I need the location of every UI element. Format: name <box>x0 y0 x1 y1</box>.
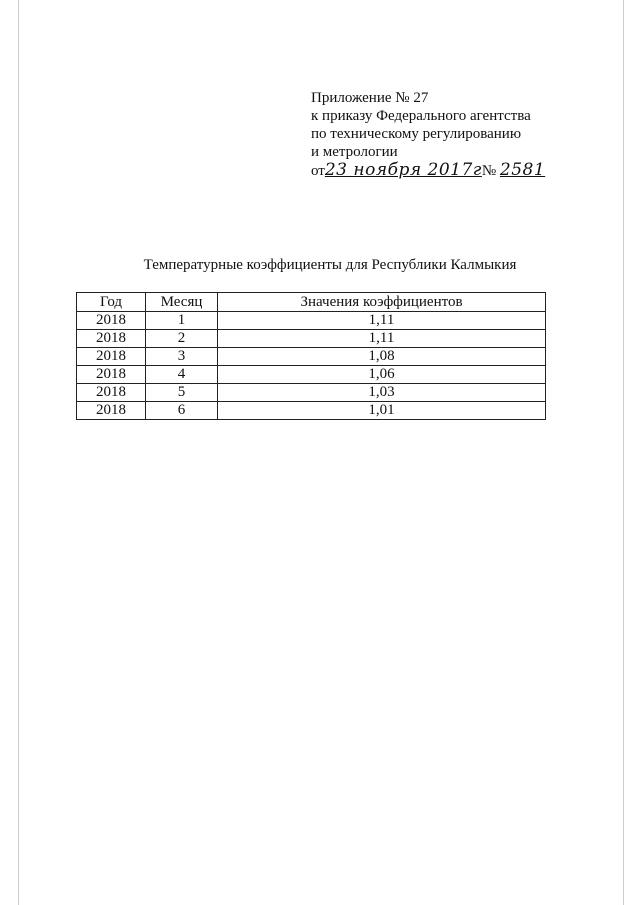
number-prefix: № <box>481 163 497 179</box>
appendix-order-line: к приказу Федерального агентства <box>311 108 531 124</box>
table-row <box>77 330 546 348</box>
header-month: Месяц <box>146 293 218 312</box>
month-cell: 4 <box>146 366 218 384</box>
header-year: Год <box>77 293 146 312</box>
year-cell: 2018 <box>77 366 146 384</box>
coefficient-cell: 1,03 <box>218 384 546 402</box>
year-cell: 2018 <box>77 330 146 348</box>
year-cell: 2018 <box>77 402 146 420</box>
year-cell: 2018 <box>77 384 146 402</box>
month-cell: 1 <box>146 312 218 330</box>
coefficients-table <box>76 292 546 420</box>
appendix-agency-line: по техническому регулированию <box>311 126 522 142</box>
handwritten-number: 2581 <box>499 160 546 180</box>
table-row <box>77 366 546 384</box>
month-cell: 6 <box>146 402 218 420</box>
handwritten-date: 23 ноября 2017г <box>324 160 482 180</box>
month-cell: 5 <box>146 384 218 402</box>
appendix-agency-line-2: и метрологии <box>311 144 398 160</box>
appendix-header <box>311 89 545 180</box>
header-coefficient: Значения коэффициентов <box>218 293 546 312</box>
table-row <box>77 348 546 366</box>
coefficient-cell: 1,11 <box>218 330 546 348</box>
table-row <box>77 312 546 330</box>
coefficient-cell: 1,06 <box>218 366 546 384</box>
table-header-row <box>77 293 546 312</box>
scan-edge-right <box>623 0 624 905</box>
year-cell: 2018 <box>77 312 146 330</box>
scan-edge-left <box>18 0 19 905</box>
order-date-line <box>311 161 545 180</box>
table-row <box>77 384 546 402</box>
coefficient-cell: 1,08 <box>218 348 546 366</box>
date-prefix: от <box>311 163 325 179</box>
table-row <box>77 402 546 420</box>
month-cell: 3 <box>146 348 218 366</box>
month-cell: 2 <box>146 330 218 348</box>
coefficient-cell: 1,01 <box>218 402 546 420</box>
document-title: Температурные коэффициенты для Республики Калмыкия <box>143 257 517 273</box>
appendix-number: Приложение № 27 <box>311 90 429 106</box>
year-cell: 2018 <box>77 348 146 366</box>
coefficient-cell: 1,11 <box>218 312 546 330</box>
